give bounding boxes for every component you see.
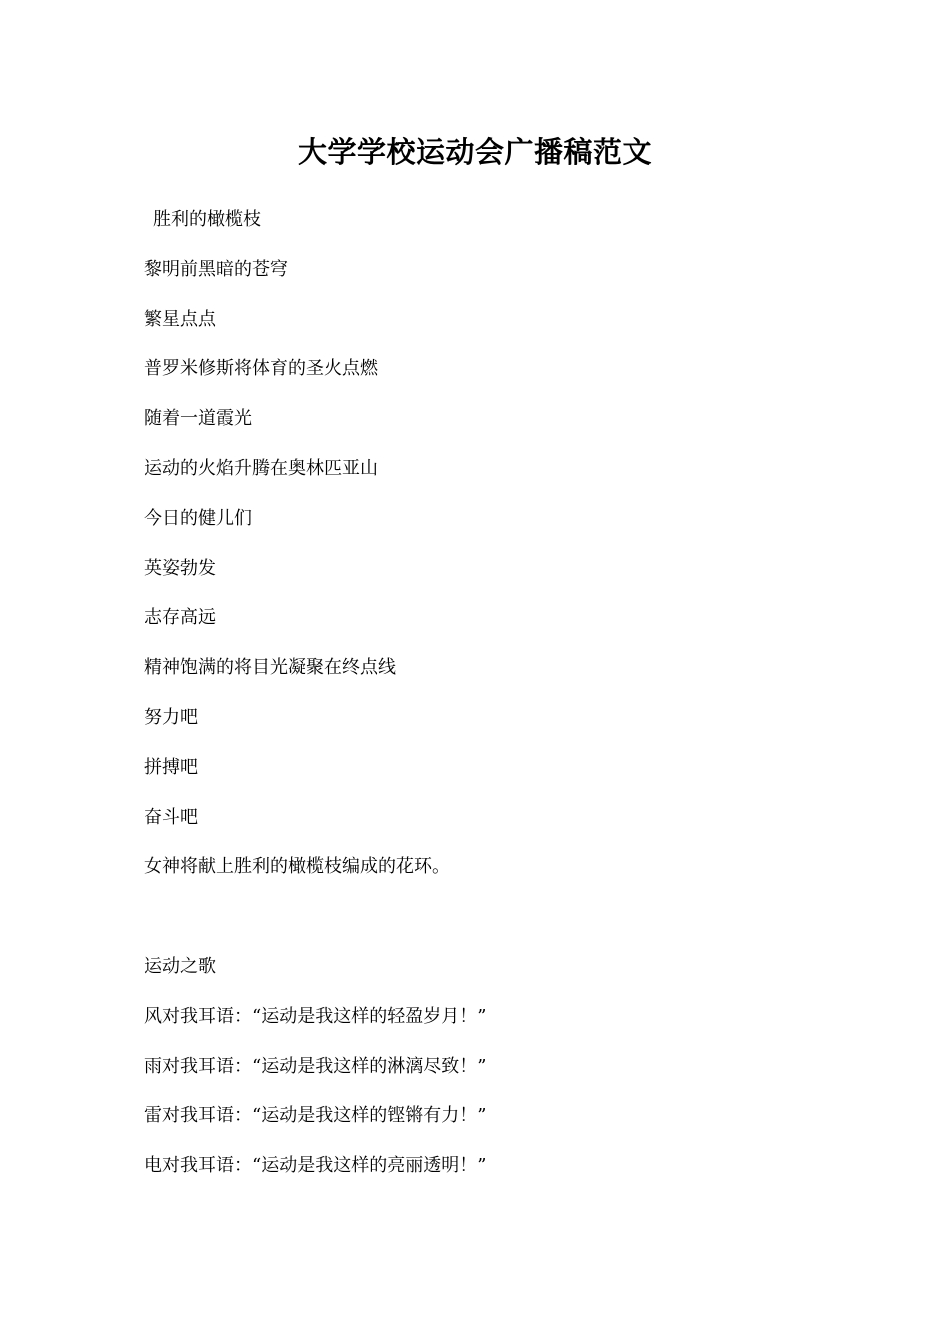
poem1-line: 今日的健儿们 — [144, 507, 252, 529]
poem2-line: 风对我耳语：“运动是我这样的轻盈岁月！” — [144, 1005, 487, 1027]
poem1-line: 拼搏吧 — [144, 756, 198, 778]
poem2-line: 雨对我耳语：“运动是我这样的淋漓尽致！” — [144, 1055, 487, 1077]
document-body — [144, 205, 804, 1201]
poem1-line: 精神饱满的将目光凝聚在终点线 — [144, 657, 396, 679]
poem1-line: 奋斗吧 — [144, 806, 198, 828]
document-title: 大学学校运动会广播稿范文 — [297, 135, 652, 169]
poem1-heading: 胜利的橄榄枝 — [153, 209, 261, 230]
poem1-line: 努力吧 — [144, 706, 198, 728]
poem2-line: 雷对我耳语：“运动是我这样的铿锵有力！” — [144, 1105, 487, 1127]
poem1-line: 英姿勃发 — [144, 557, 216, 579]
poem1-line: 普罗米修斯将体育的圣火点燃 — [144, 358, 378, 380]
poem2-heading: 运动之歌 — [144, 955, 216, 977]
poem1-line: 女神将献上胜利的橄榄枝编成的花环。 — [144, 856, 450, 878]
poem1-line: 黎明前黑暗的苍穹 — [144, 258, 288, 280]
poem2-line: 电对我耳语：“运动是我这样的亮丽透明！” — [144, 1155, 487, 1177]
poem1-line: 运动的火焰升腾在奥林匹亚山 — [144, 457, 378, 479]
poem1-line: 繁星点点 — [144, 308, 216, 330]
poem1-line: 随着一道霞光 — [144, 408, 252, 430]
poem1-line: 志存高远 — [144, 607, 216, 629]
blank-line — [144, 902, 804, 932]
